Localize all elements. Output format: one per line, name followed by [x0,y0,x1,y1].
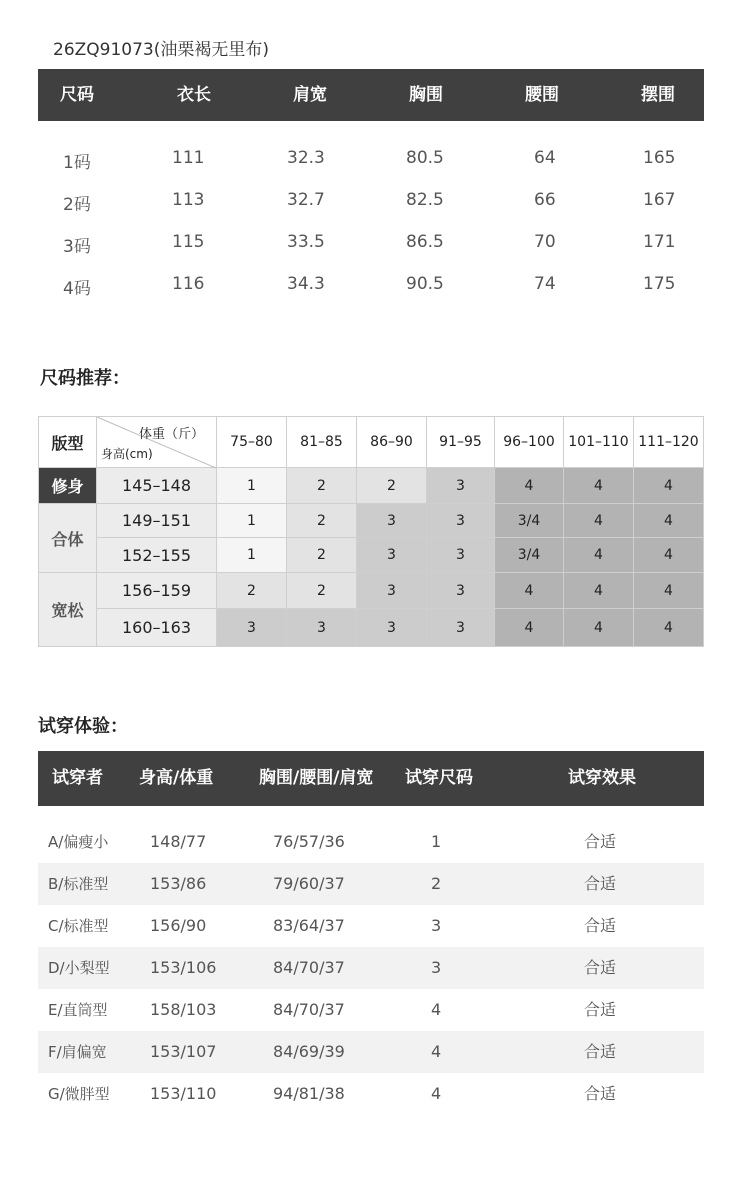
size-value: 171 [643,232,676,252]
size-value: 111 [172,148,205,168]
size-label: 3码 [63,237,91,257]
recommended-size-cell: 4 [634,538,704,573]
fit-title: 试穿体验： [38,716,128,737]
tester-name: B/标准型 [48,875,109,893]
size-value: 74 [534,274,556,294]
fit-effect: 合适 [584,832,617,851]
size-value: 34.3 [287,274,325,294]
size-label: 1码 [63,153,91,173]
recommended-size-cell: 3 [287,609,357,647]
corner-fit-type-label: 版型 [51,433,84,453]
fit-type-cell: 合体 [38,504,97,573]
size-value: 64 [534,148,556,168]
recommended-size-cell: 4 [634,504,704,538]
size-value: 167 [643,190,676,210]
recommended-size-cell: 3 [427,468,495,504]
recommend-title: 尺码推荐： [40,368,130,389]
size-label: 2码 [63,195,91,215]
recommended-size-cell: 3 [427,538,495,573]
size-value: 32.7 [287,190,325,210]
recommended-size-cell: 4 [634,609,704,647]
fit-table-row [38,989,704,1031]
tester-name: C/标准型 [48,917,109,935]
fit-type-cell: 宽松 [38,573,97,647]
tester-name: G/微胖型 [48,1085,110,1103]
recommended-size-cell: 1 [217,504,287,538]
tester-name: A/偏瘦小 [48,833,109,851]
recommended-size-cell: 4 [564,468,634,504]
body-measures: 76/57/36 [273,832,345,851]
size-value: 70 [534,232,556,252]
recommended-size-cell: 2 [357,468,427,504]
fit-effect: 合适 [584,1084,617,1103]
recommended-size-cell: 2 [217,573,287,609]
size-value: 90.5 [406,274,444,294]
recommended-size-cell: 4 [634,573,704,609]
weight-range-header: 91–95 [427,416,495,468]
tried-size: 4 [431,1000,442,1019]
height-range-cell: 156–159 [97,573,217,609]
recommended-size-cell: 4 [495,609,564,647]
height-weight: 153/106 [150,958,217,977]
corner-fit-type [38,416,97,468]
recommended-size-cell: 1 [217,538,287,573]
height-weight: 158/103 [150,1000,217,1019]
height-weight: 153/110 [150,1084,217,1103]
recommended-size-cell: 3 [427,504,495,538]
recommended-size-cell: 4 [495,573,564,609]
weight-range-header: 96–100 [495,416,564,468]
recommended-size-cell: 2 [287,468,357,504]
size-value: 113 [172,190,205,210]
height-range-cell: 152–155 [97,538,217,573]
recommended-size-cell: 4 [564,538,634,573]
recommended-size-cell: 4 [495,468,564,504]
recommended-size-cell: 3 [427,573,495,609]
size-value: 80.5 [406,148,444,168]
recommended-size-cell: 3 [427,609,495,647]
size-value: 32.3 [287,148,325,168]
header-size: 尺码 [60,85,94,105]
header-shoulder: 肩宽 [293,85,327,105]
header-waist: 腰围 [525,85,559,105]
fit-table-row [38,947,704,989]
recommended-size-cell: 4 [564,609,634,647]
height-range-cell: 149–151 [97,504,217,538]
size-value: 175 [643,274,676,294]
size-recommendation-table [38,416,704,647]
corner-weight-label: 体重（斤） [138,427,204,442]
weight-range-header: 86–90 [357,416,427,468]
body-measures: 79/60/37 [273,874,345,893]
fit-header-hw: 身高/体重 [139,768,214,788]
height-weight: 153/86 [150,874,207,893]
recommended-size-cell: 1 [217,468,287,504]
height-weight: 148/77 [150,832,207,851]
size-value: 116 [172,274,205,294]
tester-name: E/直筒型 [48,1001,108,1019]
size-label: 4码 [63,279,91,299]
fit-table-row [38,863,704,905]
size-value: 165 [643,148,676,168]
recommended-size-cell: 3/4 [495,504,564,538]
fit-effect: 合适 [584,1000,617,1019]
recommended-size-cell: 4 [634,468,704,504]
recommended-size-cell: 3 [357,538,427,573]
recommended-size-cell: 3 [357,609,427,647]
fit-header-size: 试穿尺码 [405,768,473,788]
fit-table-row [38,821,704,863]
weight-range-header: 111–120 [634,416,704,468]
fit-header-tester: 试穿者 [52,768,103,788]
recommended-size-cell: 2 [287,504,357,538]
fit-type-cell: 修身 [38,468,97,504]
header-length: 衣长 [177,85,211,105]
fit-table-row [38,1073,704,1115]
tried-size: 4 [431,1042,442,1061]
tried-size: 3 [431,916,442,935]
corner-diagonal [97,416,217,468]
fit-header-effect: 试穿效果 [568,768,636,788]
tried-size: 3 [431,958,442,977]
size-table-header [38,69,704,121]
size-value: 115 [172,232,205,252]
product-code: 26ZQ91073(油栗褐无里布) [53,40,270,60]
tried-size: 1 [431,832,442,851]
fit-effect: 合适 [584,1042,617,1061]
recommended-size-cell: 2 [287,538,357,573]
size-value: 82.5 [406,190,444,210]
height-range-cell: 145–148 [97,468,217,504]
weight-range-header: 75–80 [217,416,287,468]
recommended-size-cell: 3 [357,573,427,609]
header-chest: 胸围 [409,85,443,105]
body-measures: 83/64/37 [273,916,345,935]
recommended-size-cell: 2 [287,573,357,609]
size-value: 86.5 [406,232,444,252]
tester-name: F/肩偏宽 [48,1043,107,1061]
fit-effect: 合适 [584,874,617,893]
header-hem: 摆围 [641,85,675,105]
height-weight: 153/107 [150,1042,217,1061]
fit-effect: 合适 [584,958,617,977]
body-measures: 84/70/37 [273,1000,345,1019]
body-measures: 84/70/37 [273,958,345,977]
weight-range-header: 101–110 [564,416,634,468]
body-measures: 94/81/38 [273,1084,345,1103]
weight-range-header: 81–85 [287,416,357,468]
size-value: 66 [534,190,556,210]
recommended-size-cell: 4 [564,573,634,609]
tried-size: 2 [431,874,442,893]
recommended-size-cell: 3/4 [495,538,564,573]
height-weight: 156/90 [150,916,207,935]
size-value: 33.5 [287,232,325,252]
recommended-size-cell: 4 [564,504,634,538]
body-measures: 84/69/39 [273,1042,345,1061]
tried-size: 4 [431,1084,442,1103]
fit-effect: 合适 [584,916,617,935]
fit-table-row [38,1031,704,1073]
fit-header-measures: 胸围/腰围/肩宽 [259,768,374,788]
corner-height-label: 身高(cm) [101,447,153,461]
recommended-size-cell: 3 [357,504,427,538]
recommended-size-cell: 3 [217,609,287,647]
fit-table-header [38,751,704,806]
height-range-cell: 160–163 [97,609,217,647]
fit-table-row [38,905,704,947]
tester-name: D/小梨型 [48,959,110,977]
